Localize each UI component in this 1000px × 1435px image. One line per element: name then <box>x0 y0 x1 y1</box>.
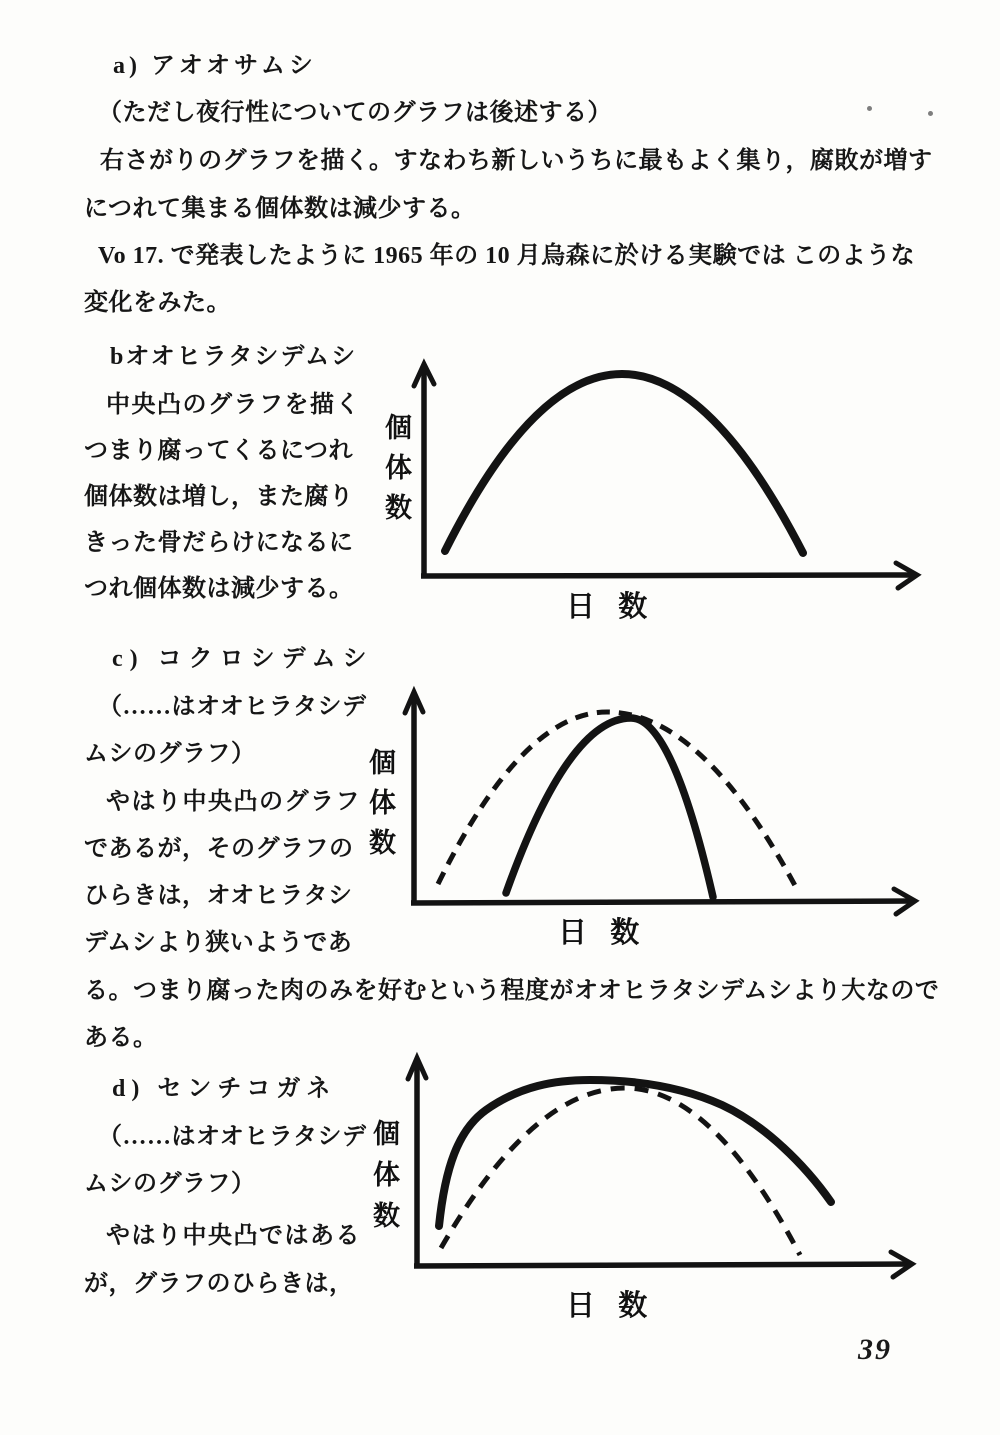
solid-curve-oohirata <box>445 374 803 553</box>
section-c-paragraph-line: る。つまり腐った肉のみを好むという程度がオオヒラタシデムシより大なので <box>84 978 940 1004</box>
page-number: 39 <box>858 1333 892 1366</box>
section-d-heading: d) センチコガネ <box>112 1076 337 1102</box>
x-axis <box>421 575 916 576</box>
section-b-line: 中央凸のグラフを描く <box>106 392 361 418</box>
chart-c-y-axis-label: 個体数 <box>365 748 395 868</box>
x-axis <box>414 1264 911 1266</box>
section-c-line: （……はオオヒラタシデ <box>98 694 367 720</box>
section-b-line: 個体数は増し，また腐り <box>84 484 354 510</box>
section-a-note: （ただし夜行性についてのグラフは後述する） <box>98 100 613 126</box>
section-c-heading: c) コクロシデムシ <box>112 646 374 672</box>
section-b-line: つれ個体数は減少する。 <box>84 576 354 602</box>
section-b-line: つまり腐ってくるにつれ <box>84 438 354 464</box>
section-d-line: ムシのグラフ） <box>84 1171 256 1197</box>
section-d-line: が，グラフのひらきは， <box>84 1271 354 1297</box>
x-axis <box>411 901 914 903</box>
dashed-curve-oohirata-reference <box>438 712 799 893</box>
section-c-line: ムシのグラフ） <box>84 741 256 767</box>
section-a-paragraph-line: Vo 17. で発表したように 1965 年の 10 月烏森に於ける実験では このような <box>98 243 916 269</box>
chart-b-x-axis-label: 日 数 <box>566 591 656 623</box>
solid-curve-senchikogane <box>439 1080 831 1226</box>
chart-c-x-axis-label: 日 数 <box>558 917 648 949</box>
chart-d-x-axis-label: 日 数 <box>566 1290 656 1322</box>
solid-curve-kokuro <box>506 718 713 897</box>
section-a-heading: a) アオオサムシ <box>113 53 317 79</box>
section-c-line: であるが，そのグラフの <box>84 836 354 862</box>
section-c-paragraph-line: ある。 <box>84 1025 158 1051</box>
section-a-paragraph-line: 右さがりのグラフを描く。すなわち新しいうちに最もよく集り，腐敗が増す <box>100 148 933 174</box>
chart-b-y-axis-label: 個体数 <box>381 413 411 533</box>
section-b-heading: bオオヒラタシデムシ <box>110 344 358 370</box>
section-d-line: （……はオオヒラタシデ <box>98 1124 367 1150</box>
section-b-line: きった骨だらけになるに <box>84 530 354 556</box>
section-a-paragraph-line: 変化をみた。 <box>84 290 231 316</box>
scan-speck <box>928 111 933 116</box>
section-c-line: デムシより狭いようであ <box>84 930 353 956</box>
section-c-line: ひらきは，オオヒラタシ <box>84 883 353 909</box>
scan-speck <box>867 106 872 111</box>
section-d-line: やはり中央凸ではある <box>106 1223 361 1249</box>
section-a-paragraph-line: につれて集まる個体数は減少する。 <box>84 196 476 222</box>
section-c-line: やはり中央凸のグラフ <box>106 789 361 815</box>
dashed-curve-oohirata-reference <box>441 1088 800 1255</box>
chart-c-kokuro-shidemushi <box>350 680 950 940</box>
chart-d-y-axis-label: 個体数 <box>369 1119 399 1242</box>
chart-d-senchikogane <box>350 1050 950 1290</box>
